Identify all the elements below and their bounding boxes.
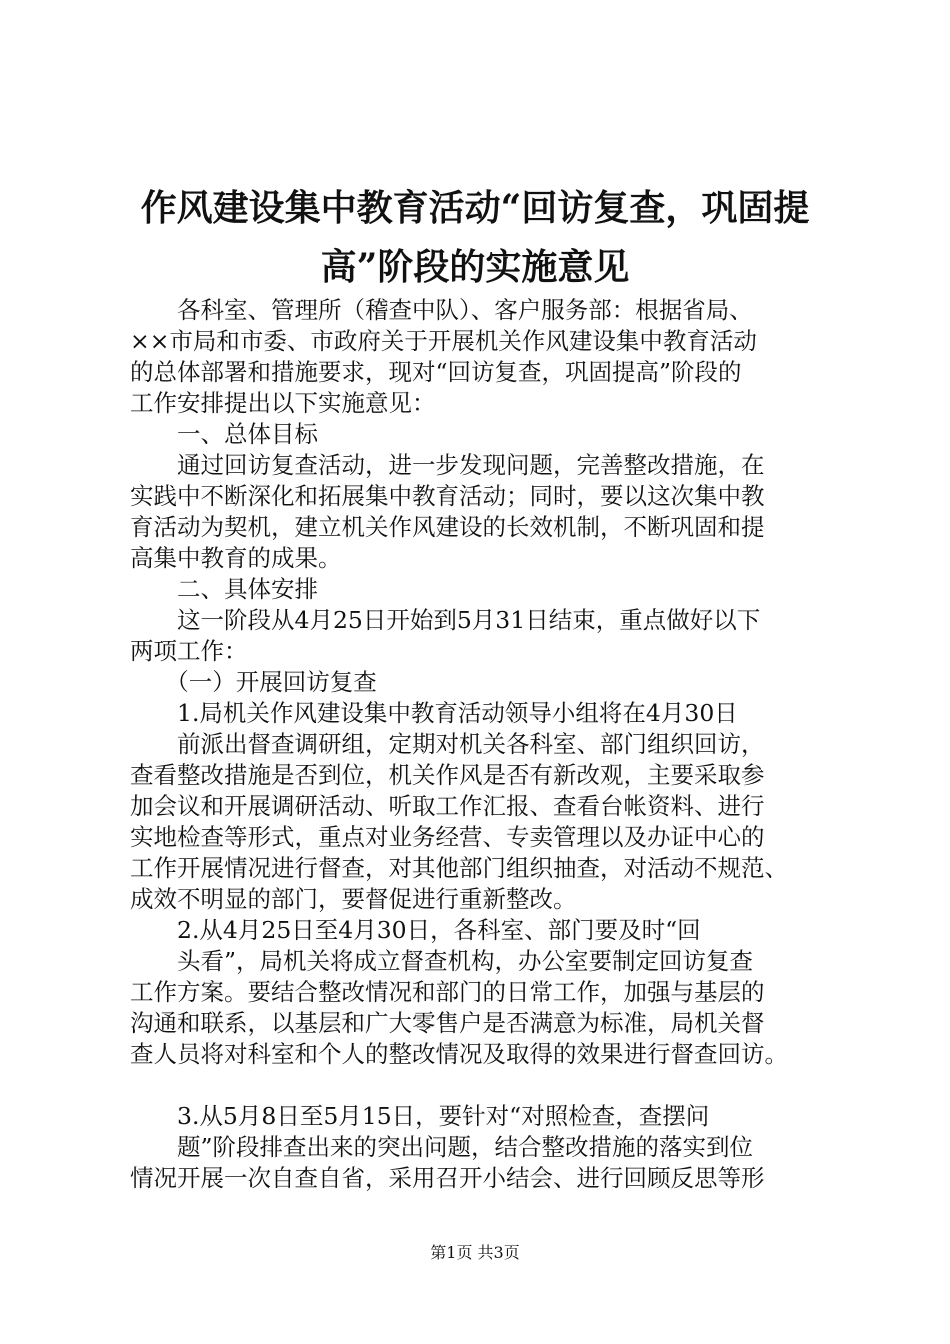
section-heading: 二、具体安排 (130, 575, 318, 603)
body-line: 这一阶段从4月25日开始到5月31日结束，重点做好以下 (130, 606, 761, 634)
body-line: 的总体部署和措施要求，现对“回访复查，巩固提高”阶段的 (130, 358, 742, 386)
body-line: 加会议和开展调研活动、听取工作汇报、查看台帐资料、进行 (130, 792, 765, 820)
document-title-line-1: 作风建设集中教育活动“回访复查，巩固提 (140, 187, 810, 229)
body-line: 1.局机关作风建设集中教育活动领导小组将在4月30日 (130, 699, 738, 727)
body-line: 工作安排提出以下实施意见： (130, 389, 436, 417)
page-number-footer: 第1页 共3页 (430, 1243, 520, 1262)
body-line: 题”阶段排查出来的突出问题，结合整改措施的落实到位 (130, 1133, 754, 1161)
body-line: 查看整改措施是否到位，机关作风是否有新改观，主要采取参 (130, 761, 765, 789)
body-line: 实地检查等形式，重点对业务经营、专卖管理以及办证中心的 (130, 823, 765, 851)
body-line: 高集中教育的成果。 (130, 544, 342, 572)
body-line: 头看”，局机关将成立督查机构，办公室要制定回访复查 (130, 947, 754, 975)
body-line: 情况开展一次自查自省，采用召开小结会、进行回顾反思等形 (130, 1164, 765, 1192)
body-line: 沟通和联系，以基层和广大零售户是否满意为标准，局机关督 (130, 1009, 765, 1037)
body-line: 查人员将对科室和个人的整改情况及取得的效果进行督查回访。 (130, 1040, 788, 1068)
body-line: 3.从5月8日至5月15日，要针对“对照检查，查摆问 (130, 1102, 710, 1130)
body-line: 2.从4月25日至4月30日，各科室、部门要及时“回 (130, 916, 701, 944)
document-title-line-2: 高”阶段的实施意见 (320, 246, 630, 288)
body-line: 实践中不断深化和拓展集中教育活动；同时，要以这次集中教 (130, 482, 765, 510)
body-line: 前派出督查调研组，定期对机关各科室、部门组织回访， (130, 730, 765, 758)
section-heading: 一、总体目标 (130, 420, 318, 448)
body-line: 两项工作： (130, 637, 248, 665)
body-line: 工作方案。要结合整改情况和部门的日常工作，加强与基层的 (130, 978, 765, 1006)
body-line: 工作开展情况进行督查，对其他部门组织抽查，对活动不规范、 (130, 854, 788, 882)
body-line: 育活动为契机，建立机关作风建设的长效机制，不断巩固和提 (130, 513, 765, 541)
body-line: 成效不明显的部门，要督促进行重新整改。 (130, 885, 577, 913)
subsection-heading: （一）开展回访复查 (130, 668, 377, 696)
body-line: 通过回访复查活动，进一步发现问题，完善整改措施，在 (130, 451, 765, 479)
body-line: ××市局和市委、市政府关于开展机关作风建设集中教育活动 (130, 327, 757, 355)
body-line: 各科室、管理所（稽查中队）、客户服务部：根据省局、 (130, 296, 753, 324)
